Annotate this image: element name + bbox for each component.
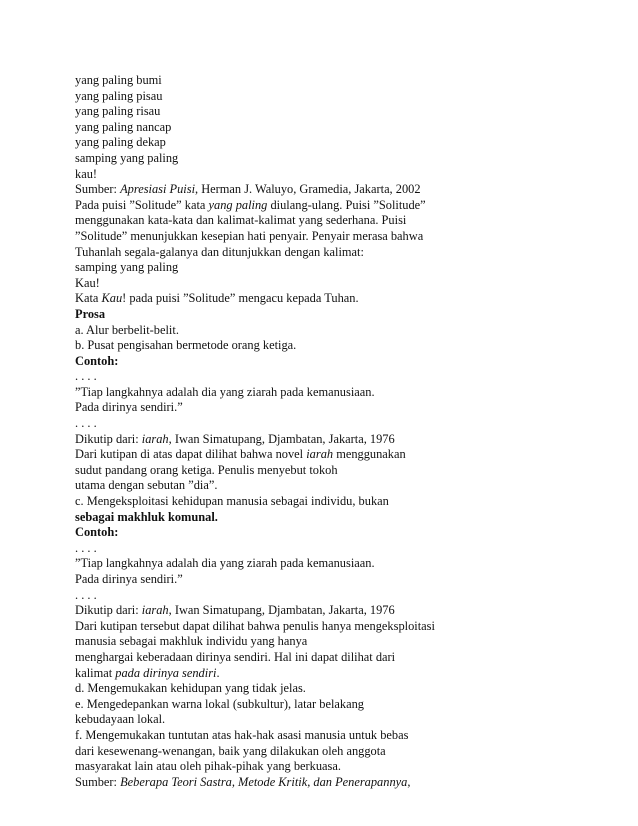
paragraph-line: Kata Kau! pada puisi ”Solitude” mengacu kepada Tuhan. (75, 291, 359, 306)
poem-line: yang paling risau (75, 104, 161, 119)
list-item: e. Mengedepankan warna lokal (subkultur), latar belakang (75, 696, 365, 711)
list-item: c. Mengeksploitasi kehidupan manusia sebagai individu, bukan (75, 494, 389, 509)
ellipsis-line: . . . . (75, 587, 97, 602)
source-line: Dikutip dari: iarah, Iwan Simatupang, Djambatan, Jakarta, 1976 (75, 603, 395, 618)
list-item: a. Alur berbelit-belit. (75, 322, 179, 337)
paragraph-line: kalimat pada dirinya sendiri. (75, 665, 220, 680)
paragraph-line: manusia sebagai makhluk individu yang hanya (75, 634, 308, 649)
quote-line: ”Tiap langkahnya adalah dia yang ziarah pada kemanusiaan. (75, 384, 375, 399)
poem-line: samping yang paling (75, 150, 179, 165)
list-item: f. Mengemukakan tuntutan atas hak-hak asasi manusia untuk bebas (75, 727, 409, 742)
list-item: kebudayaan lokal. (75, 712, 166, 727)
document-body (75, 73, 615, 790)
list-item: masyarakat lain atau oleh pihak-pihak yang berkuasa. (75, 759, 341, 774)
ellipsis-line: . . . . (75, 416, 97, 431)
poem-line: yang paling bumi (75, 73, 162, 87)
paragraph-line: Pada puisi ”Solitude” kata yang paling diulang-ulang. Puisi ”Solitude” (75, 197, 426, 212)
ellipsis-line: . . . . (75, 540, 97, 555)
list-item: dari kesewenang-wenangan, baik yang dilakukan oleh anggota (75, 743, 386, 758)
poem-line: yang paling nancap (75, 119, 172, 134)
paragraph-line: ”Solitude” menunjukkan kesepian hati penyair. Penyair merasa bahwa (75, 228, 424, 243)
poem-line: yang paling pisau (75, 88, 163, 103)
paragraph-line: utama dengan sebutan ”dia”. (75, 478, 218, 493)
paragraph-line: menghargai keberadaan dirinya sendiri. Hal ini dapat dilihat dari (75, 649, 396, 664)
source-line: Sumber: Apresiasi Puisi, Herman J. Waluyo, Gramedia, Jakarta, 2002 (75, 182, 421, 197)
paragraph-line: Dari kutipan di atas dapat dilihat bahwa novel iarah menggunakan (75, 447, 406, 462)
source-line: Sumber: Beberapa Teori Sastra, Metode Kritik, dan Penerapannya, (75, 774, 411, 789)
example-heading: Contoh: (75, 353, 119, 368)
section-heading-prosa: Prosa (75, 306, 106, 321)
paragraph-line: menggunakan kata-kata dan kalimat-kalimat yang sederhana. Puisi (75, 213, 407, 228)
ellipsis-line: . . . . (75, 369, 97, 384)
quote-line: ”Tiap langkahnya adalah dia yang ziarah pada kemanusiaan. (75, 556, 375, 571)
example-heading: Contoh: (75, 525, 119, 540)
paragraph-line: sudut pandang orang ketiga. Penulis menyebut tokoh (75, 462, 338, 477)
list-item: d. Mengemukakan kehidupan yang tidak jelas. (75, 681, 306, 696)
list-item-bold: sebagai makhluk komunal. (75, 509, 218, 524)
poem-line: kau! (75, 166, 98, 181)
quote-line: Pada dirinya sendiri.” (75, 400, 183, 415)
quote-line: Pada dirinya sendiri.” (75, 572, 183, 586)
quote-line: Kau! (75, 275, 100, 290)
list-item: b. Pusat pengisahan bermetode orang ketiga. (75, 338, 297, 353)
paragraph-line: Tuhanlah segala-galanya dan ditunjukkan dengan kalimat: (75, 244, 364, 259)
source-line: Dikutip dari: iarah, Iwan Simatupang, Djambatan, Jakarta, 1976 (75, 431, 395, 446)
quote-line: samping yang paling (75, 260, 179, 275)
paragraph-line: Dari kutipan tersebut dapat dilihat bahwa penulis hanya mengeksploitasi (75, 618, 435, 633)
poem-line: yang paling dekap (75, 135, 166, 150)
